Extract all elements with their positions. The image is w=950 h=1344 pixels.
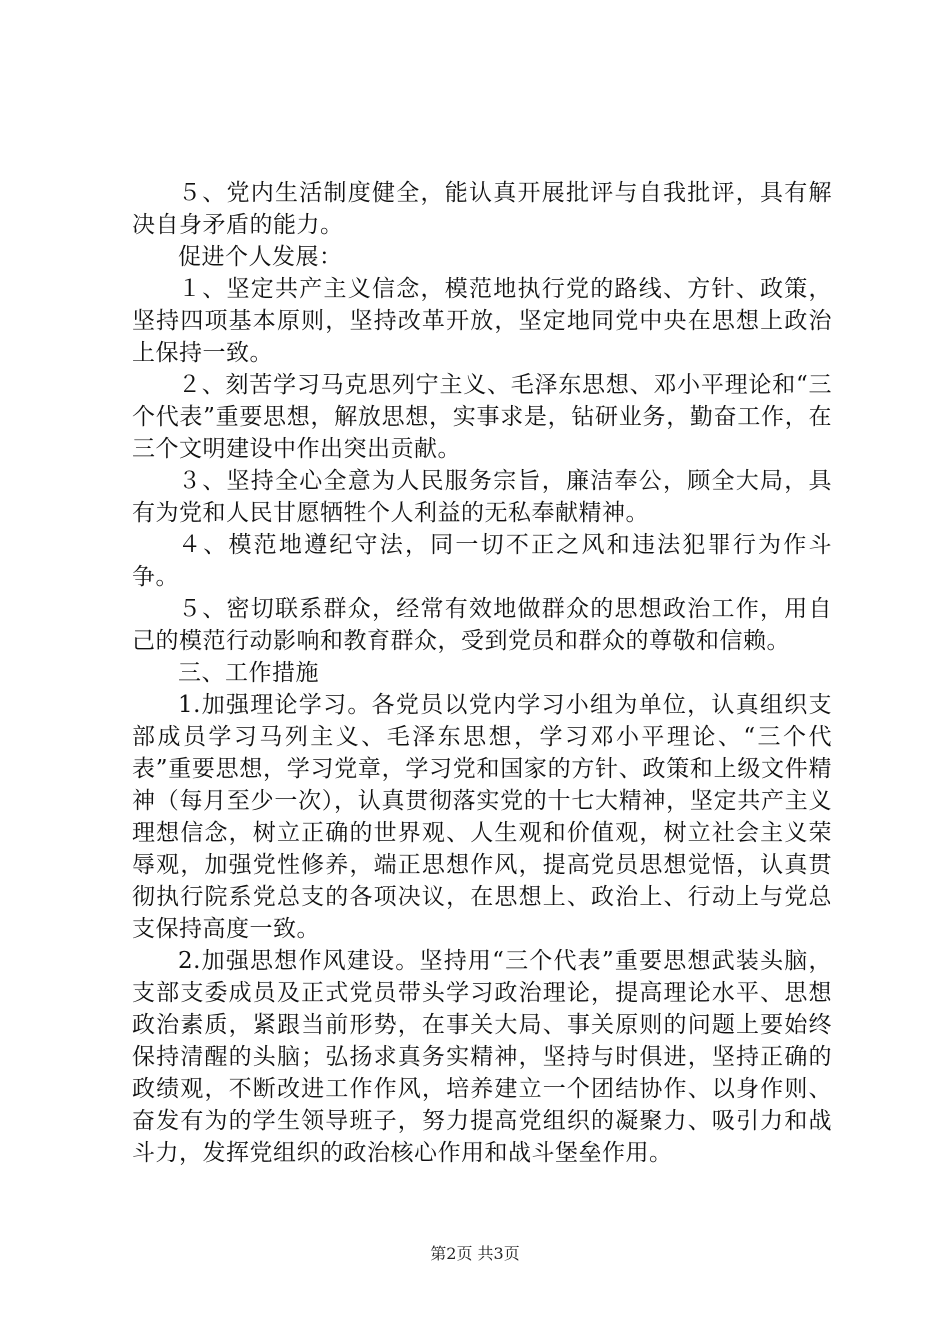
paragraph-measure-1: 1.加强理论学习。各党员以党内学习小组为单位，认真组织支部成员学习马列主义、毛泽东思想，学习邓小平理论、“三个代表”重要思想，学习党章，学习党和国家的方针、政策和上级文件精神（每月至少一次），认真贯彻落实党的十七大精神，坚定共产主义理想信念，树立正确的世界观、人生观和价值观，树立社会主义荣辱观，加强党性修养，端正思想作风，提高党员思想觉悟，认真贯彻执行院系党总支的各项决议，在思想上、政治上、行动上与党总支保持高度一致。: [132, 692, 832, 942]
document-body: [132, 177, 832, 1169]
paragraph-goal-1: １、坚定共产主义信念，模范地执行党的路线、方针、政策，坚持四项基本原则，坚持改革开放，坚定地同党中央在思想上政治上保持一致。: [132, 276, 832, 366]
page-number-footer: 第2页 共3页: [430, 1244, 520, 1263]
paragraph-personal-development-heading: 促进个人发展：: [178, 244, 343, 270]
paragraph-goal-2: ２、刻苦学习马克思列宁主义、毛泽东思想、邓小平理论和“三个代表”重要思想，解放思想，实事求是，钻研业务，勤奋工作，在三个文明建设中作出突出贡献。: [132, 372, 832, 462]
section-heading-work-measures: 三、工作措施: [178, 660, 319, 686]
paragraph-party-life-system: ５、党内生活制度健全，能认真开展批评与自我批评，具有解决自身矛盾的能力。: [132, 180, 832, 238]
paragraph-goal-3: ３、坚持全心全意为人民服务宗旨，廉洁奉公，顾全大局，具有为党和人民甘愿牺牲个人利益的无私奉献精神。: [132, 468, 832, 526]
paragraph-goal-5: ５、密切联系群众，经常有效地做群众的思想政治工作，用自己的模范行动影响和教育群众，受到党员和群众的尊敬和信赖。: [132, 596, 832, 654]
paragraph-measure-2: 2.加强思想作风建设。坚持用“三个代表”重要思想武装头脑，支部支委成员及正式党员带头学习政治理论，提高理论水平、思想政治素质，紧跟当前形势，在事关大局、事关原则的问题上要始终保持清醒的头脑；弘扬求真务实精神，坚持与时俱进，坚持正确的政绩观，不断改进工作作风，培养建立一个团结协作、以身作则、奋发有为的学生领导班子，努力提高党组织的凝聚力、吸引力和战斗力，发挥党组织的政治核心作用和战斗堡垒作用。: [132, 948, 832, 1166]
paragraph-goal-4: ４、模范地遵纪守法，同一切不正之风和违法犯罪行为作斗争。: [132, 532, 832, 590]
